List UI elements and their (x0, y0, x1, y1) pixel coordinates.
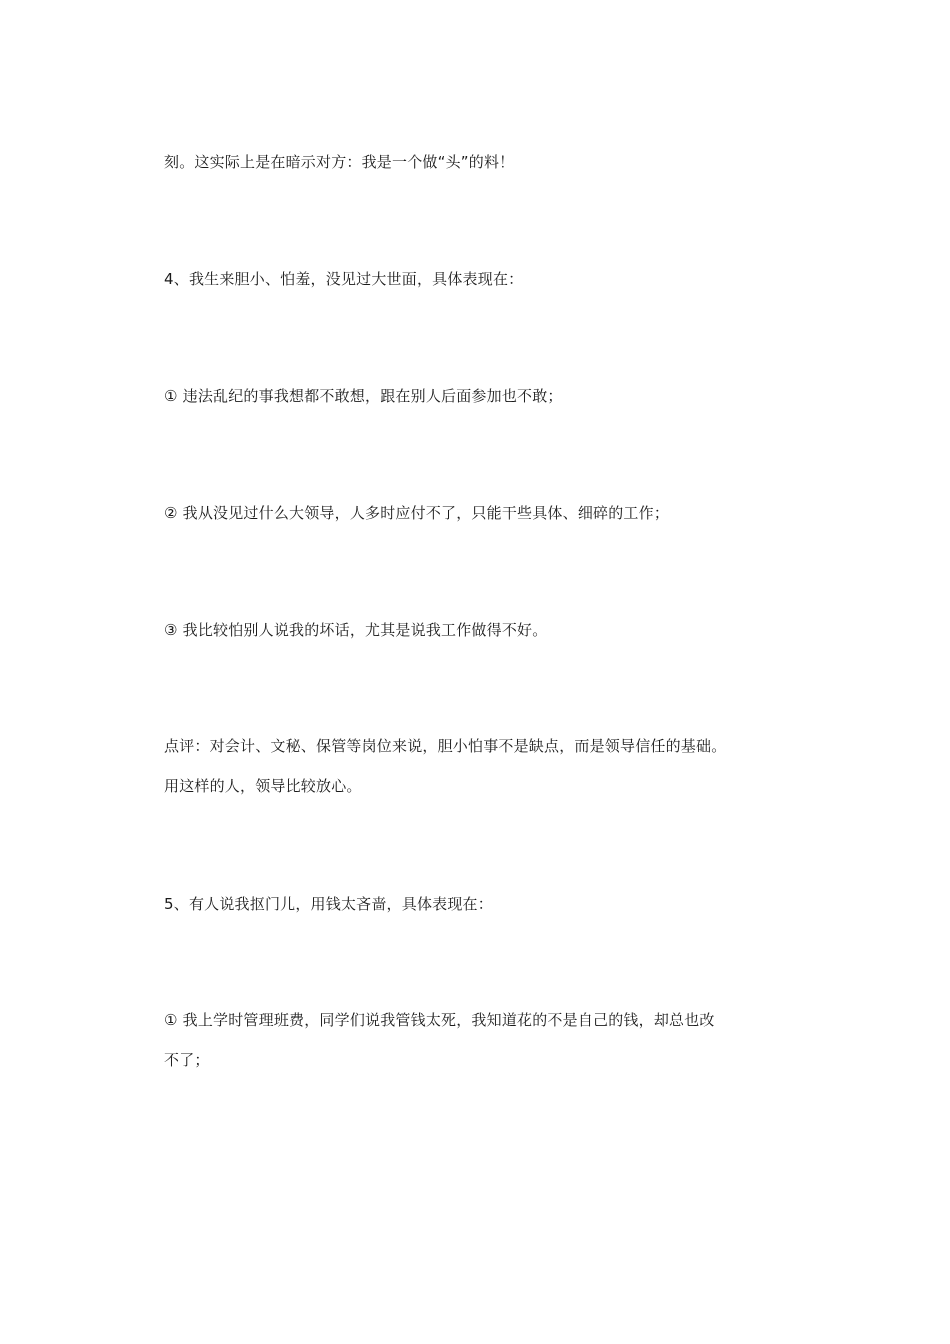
comment-line: 用这样的人，领导比较放心。 (164, 777, 362, 795)
list-item-continuation: 不了； (164, 1051, 210, 1069)
section-heading-4: 4、我生来胆小、怕羞，没见过大世面，具体表现在： (164, 270, 524, 288)
list-item: ① 我上学时管理班费，同学们说我管钱太死，我知道花的不是自己的钱，却总也改 (164, 1011, 715, 1029)
paragraph-line: 刻。这实际上是在暗示对方：我是一个做“头”的料！ (164, 153, 515, 171)
list-item: ③ 我比较怕别人说我的坏话，尤其是说我工作做得不好。 (164, 621, 548, 639)
list-item: ② 我从没见过什么大领导，人多时应付不了，只能干些具体、细碎的工作； (164, 504, 670, 522)
list-item: ① 违法乱纪的事我想都不敢想，跟在别人后面参加也不敢； (164, 387, 563, 405)
section-heading-5: 5、有人说我抠门儿，用钱太吝啬，具体表现在： (164, 895, 493, 913)
comment-line: 点评：对会计、文秘、保管等岗位来说，胆小怕事不是缺点，而是领导信任的基础。 (164, 737, 727, 755)
